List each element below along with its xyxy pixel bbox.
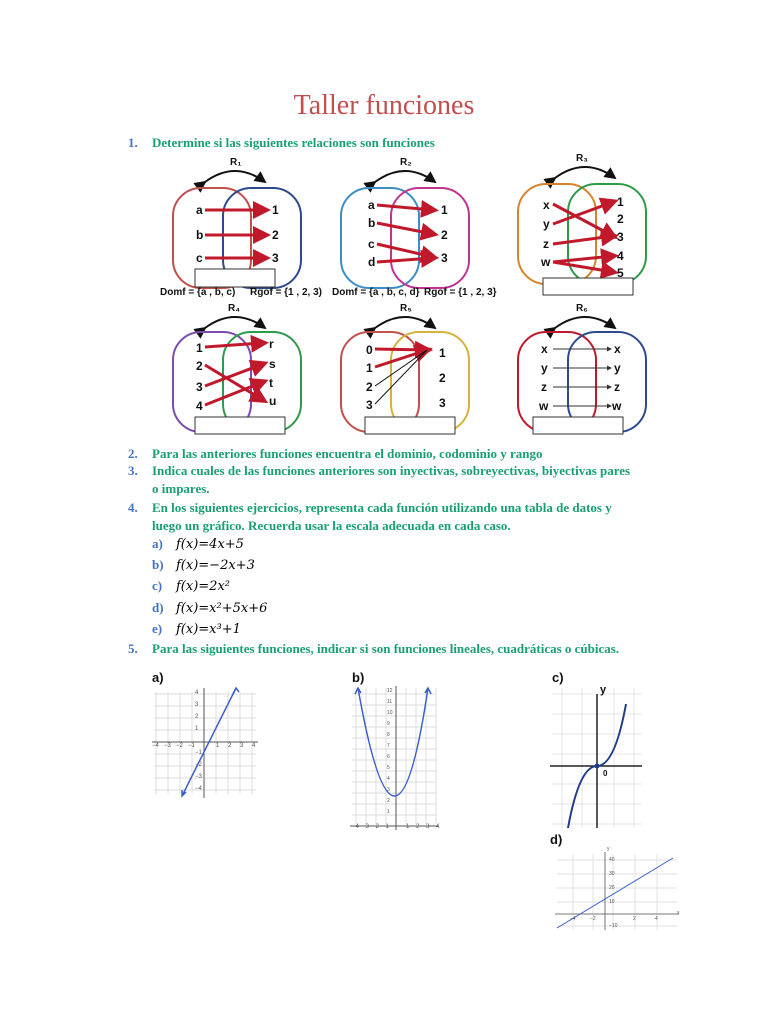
graph-a-label: a)	[152, 670, 164, 685]
r3-codomain-3: 3	[617, 230, 624, 244]
exercise-equation: f(x)=−2x+3	[176, 558, 255, 573]
tick: 3	[426, 824, 430, 830]
graph-c-y-axis-label: y	[600, 684, 607, 696]
r1-range-note: Rgof = {1 , 2, 3)	[250, 287, 322, 298]
r2-domain-c: c	[368, 237, 375, 251]
exercise-label: e)	[152, 621, 163, 636]
tick: −1	[195, 750, 202, 756]
tick: 2	[416, 824, 420, 830]
exercise-label: b)	[152, 557, 164, 572]
r2-codomain-2: 2	[441, 228, 448, 242]
r5-domain-3: 3	[366, 398, 373, 412]
r6-domain-x: x	[541, 342, 548, 356]
r2-codomain-3: 3	[441, 251, 448, 265]
tick: 2	[195, 714, 199, 720]
graph-d-labels	[553, 846, 683, 930]
tick: 1	[195, 726, 199, 732]
r2-domain-d: d	[368, 255, 376, 269]
tick: −3	[164, 743, 171, 749]
r6-domain-y: y	[541, 361, 548, 375]
relation-r4	[173, 317, 301, 434]
tick: −2	[372, 824, 379, 830]
relation-r6	[518, 317, 646, 434]
r4-domain-2: 2	[196, 359, 203, 373]
r3-name: R₃	[576, 153, 588, 164]
exercise-d	[152, 599, 267, 618]
r1-name: R₁	[230, 157, 242, 168]
graph-c	[548, 684, 644, 830]
graph-d-label: d)	[550, 832, 563, 847]
graph-a-x-ticks	[150, 743, 265, 753]
relation-r1	[173, 171, 301, 288]
r3-codomain-1: 1	[617, 195, 624, 209]
tick: 1	[387, 809, 390, 815]
r6-codomain-w: w	[612, 399, 622, 413]
question-text: Determine si las siguientes relaciones son funciones	[152, 135, 435, 150]
question-text-cont: o impares.	[152, 481, 210, 496]
relation-r3	[518, 167, 646, 295]
r3-codomain-2: 2	[617, 212, 624, 226]
r3-codomain-5: 5	[617, 266, 624, 280]
r5-domain-1: 1	[366, 361, 373, 375]
exercise-equation: f(x)=x²+5x+6	[176, 601, 268, 616]
graph-b-y-ticks	[387, 688, 399, 828]
graph-c-origin-label: 0	[603, 769, 608, 778]
tick: −2	[195, 762, 202, 768]
graph-a-y-ticks	[195, 688, 207, 803]
relation-r2	[341, 171, 469, 288]
tick: −4	[152, 743, 159, 749]
question-2	[128, 445, 668, 463]
r3-domain-z: z	[543, 237, 549, 251]
tick: −3	[195, 774, 202, 780]
r3-codomain-4: 4	[617, 249, 624, 263]
tick: 4	[387, 776, 390, 782]
relation-r5	[341, 317, 469, 434]
tick: 1	[406, 824, 410, 830]
tick: −10	[609, 923, 618, 929]
tick: 8	[387, 732, 390, 738]
tick: 2	[387, 798, 390, 804]
tick: 3	[195, 702, 199, 708]
r5-codomain-2: 2	[439, 371, 446, 385]
exercise-c	[152, 577, 230, 596]
r2-codomain-1: 1	[441, 203, 448, 217]
r1-domain-b: b	[196, 228, 204, 242]
r2-name: R₂	[400, 157, 412, 168]
question-number: 2.	[128, 446, 138, 461]
question-text: Indica cuales de las funciones anteriores son inyectivas, sobreyectivas, biyectivas pares	[152, 463, 631, 478]
r1-domain-c: c	[196, 251, 203, 265]
exercise-e	[152, 620, 241, 639]
tick: 20	[609, 885, 615, 891]
tick: 4	[252, 743, 256, 749]
r3-domain-x: x	[543, 198, 550, 212]
r4-codomain-s: s	[269, 357, 276, 371]
tick: −2	[176, 743, 183, 749]
axis-label-x: x	[677, 910, 680, 916]
graph-c-label: c)	[552, 670, 564, 685]
exercise-label: d)	[152, 600, 164, 615]
r3-domain-w: w	[541, 255, 551, 269]
r1-codomain-1: 1	[272, 203, 279, 217]
question-number: 1.	[128, 135, 138, 150]
r5-domain-2: 2	[366, 380, 373, 394]
tick: 6	[387, 754, 390, 760]
tick: −1	[382, 824, 389, 830]
exercise-equation: f(x)=x³+1	[176, 622, 241, 637]
r5-name: R₅	[400, 303, 412, 314]
tick: 3	[387, 787, 390, 793]
tick: −3	[362, 824, 369, 830]
exercise-label: c)	[152, 578, 163, 593]
question-text-cont: luego un gráfico. Recuerda usar la escala adecuada en cada caso.	[152, 518, 511, 533]
tick: 3	[240, 743, 244, 749]
tick: 2	[228, 743, 232, 749]
r1-domain-a: a	[196, 203, 203, 217]
r5-codomain-1: 1	[439, 346, 446, 360]
tick: 30	[609, 871, 615, 877]
tick: −4	[195, 786, 202, 792]
exercise-b	[152, 556, 255, 575]
r3-domain-y: y	[543, 217, 550, 231]
r4-name: R₄	[228, 303, 240, 314]
tick: 4	[436, 824, 440, 830]
tick: 12	[387, 688, 393, 694]
question-number: 4.	[128, 500, 138, 515]
tick: −4	[352, 824, 359, 830]
tick: 10	[609, 899, 615, 905]
question-number: 5.	[128, 641, 138, 656]
r6-codomain-z: z	[614, 380, 620, 394]
axis-label-y: y	[607, 846, 610, 852]
r2-domain-note: Domf = {a , b, c, d}	[332, 287, 420, 298]
r1-codomain-3: 3	[272, 251, 279, 265]
r2-domain-b: b	[368, 216, 376, 230]
tick: −1	[188, 743, 195, 749]
r6-codomain-x: x	[614, 342, 621, 356]
r4-codomain-t: t	[269, 376, 273, 390]
r6-codomain-y: y	[614, 361, 621, 375]
tick: −4	[570, 916, 576, 922]
question-3	[128, 462, 668, 498]
r4-codomain-u: u	[269, 394, 277, 408]
r4-domain-4: 4	[196, 399, 203, 413]
r2-domain-a: a	[368, 198, 375, 212]
question-5	[128, 640, 668, 658]
r4-domain-1: 1	[196, 341, 203, 355]
exercise-label: a)	[152, 536, 163, 551]
tick: 5	[387, 765, 390, 771]
r5-domain-0: 0	[366, 343, 373, 357]
r4-codomain-r: r	[269, 337, 274, 351]
exercise-a	[152, 535, 244, 554]
question-text: En los siguientes ejercicios, representa cada función utilizando una tabla de datos y	[152, 500, 612, 515]
tick: −2	[590, 916, 596, 922]
tick: 9	[387, 721, 390, 727]
tick: 2	[633, 916, 636, 922]
exercise-equation: f(x)=2x²	[176, 579, 230, 594]
r6-name: R₆	[576, 303, 588, 314]
tick: 4	[195, 690, 199, 696]
tick: 11	[387, 699, 393, 705]
question-4	[128, 499, 668, 535]
r6-domain-w: w	[539, 399, 549, 413]
tick: 7	[387, 743, 390, 749]
tick: 1	[216, 743, 220, 749]
tick: 40	[609, 857, 615, 863]
r1-codomain-2: 2	[272, 228, 279, 242]
r5-codomain-3: 3	[439, 396, 446, 410]
question-text: Para las anteriores funciones encuentra el dominio, codominio y rango	[152, 446, 543, 461]
question-number: 3.	[128, 463, 138, 478]
graph-b-label: b)	[352, 670, 365, 685]
question-text: Para las siguientes funciones, indicar si son funciones lineales, cuadráticas o cúbicas.	[152, 641, 620, 656]
r2-range-note: Rgof = {1 , 2, 3}	[424, 287, 497, 298]
exercise-equation: f(x)=4x+5	[176, 537, 244, 552]
tick: 4	[655, 916, 658, 922]
page-title: Taller funciones	[293, 90, 475, 121]
r6-domain-z: z	[541, 380, 547, 394]
r4-domain-3: 3	[196, 380, 203, 394]
tick: 10	[387, 710, 393, 716]
relations-diagram	[155, 150, 655, 450]
r1-domain-note: Domf = {a , b, c)	[160, 287, 236, 298]
